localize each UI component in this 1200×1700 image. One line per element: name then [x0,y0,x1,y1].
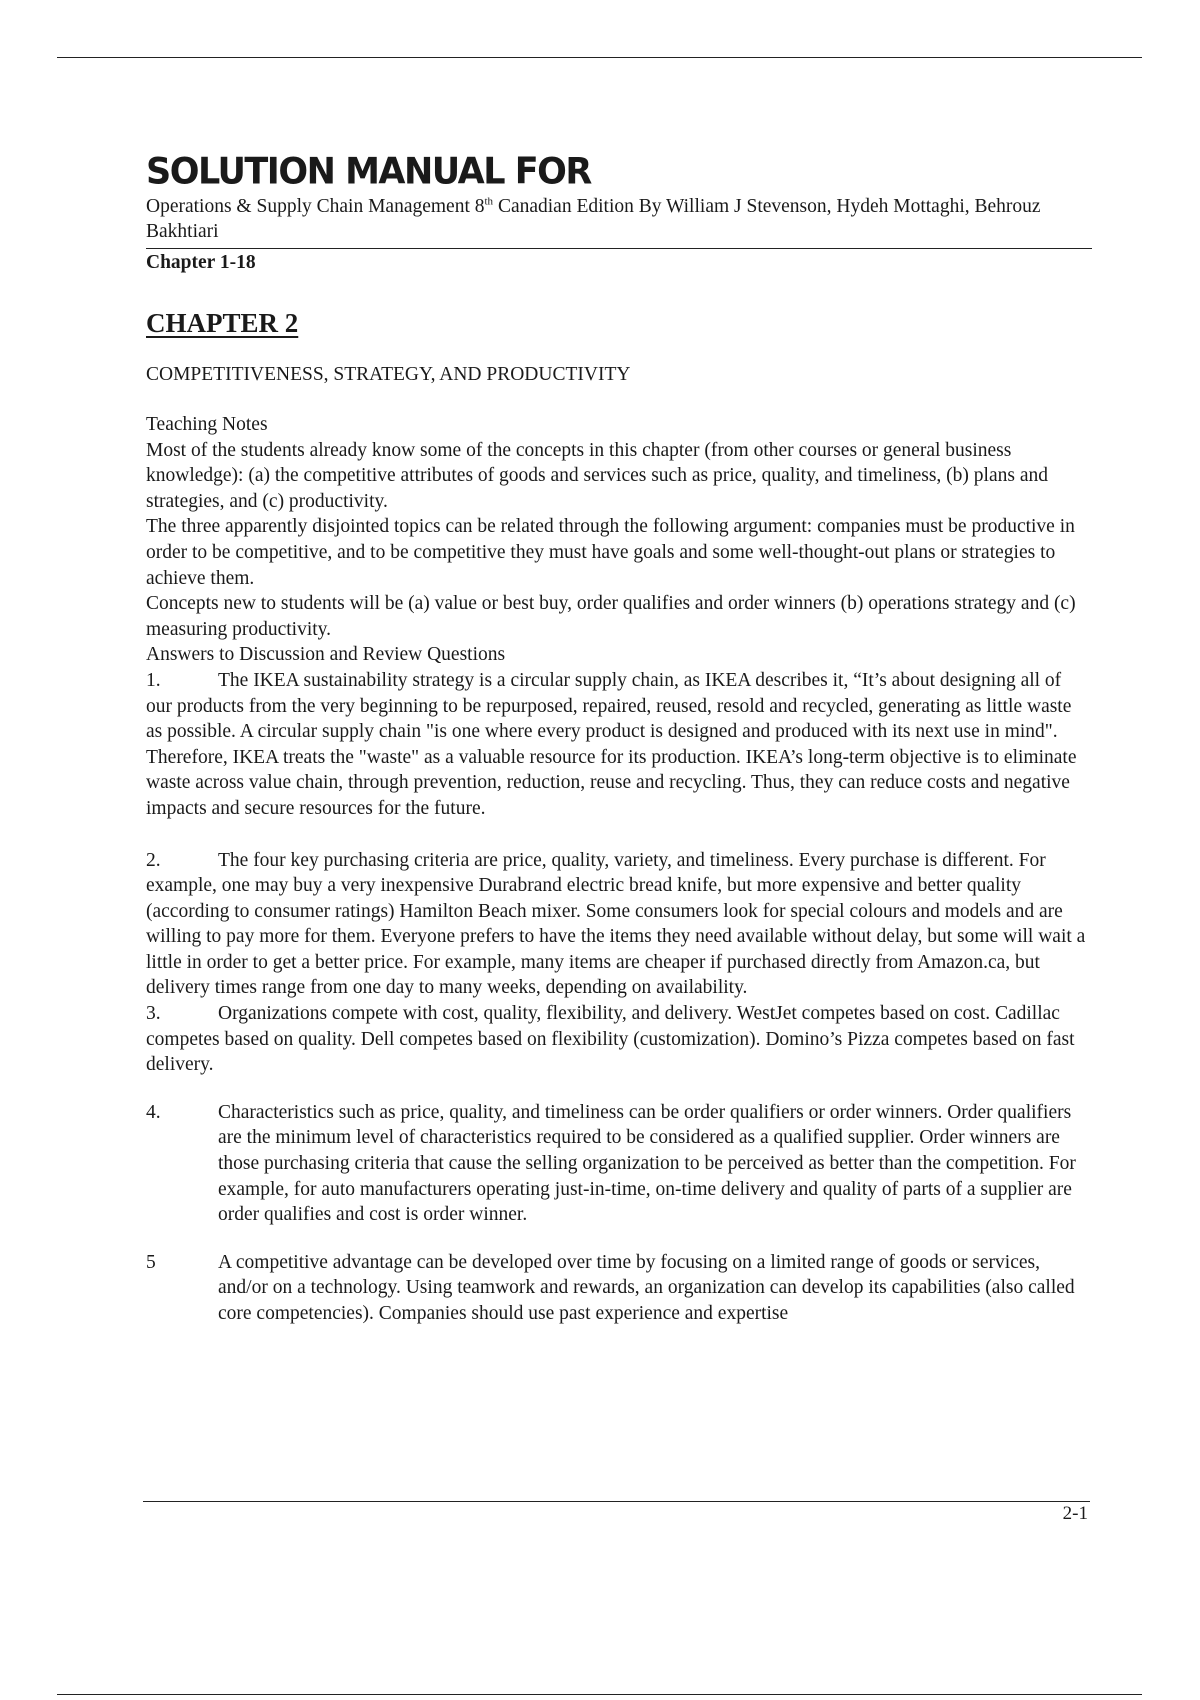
answer-text: The IKEA sustainability strategy is a circular supply chain, as IKEA describes it, “It’s about designing all of our products from the very beginning to be repurposed, repaired, reused, resold and recycled, generating as little waste as possible. A circular supply chain "is one where every product is designed and produced with its next use in mind". Therefore, IKEA treats the "waste" as a valuable resource for its production. IKEA’s long-term objective is to eliminate waste across value chain, through prevention, reduction, reuse and recycling. Thus, they can reduce costs and negative impacts and secure resources for the future. [146,669,1077,819]
paragraph-spacer [146,1228,1092,1250]
teaching-notes-paragraph: The three apparently disjointed topics can be related through the following argument: companies must be productive in order to be competitive, and to be competitive they must have goals and some well-thought-out plans or strategies to achieve them. [146,516,1075,589]
paragraph-spacer [146,1078,1092,1100]
top-page-rule [57,57,1142,58]
header-divider [146,248,1092,249]
answer-text: The four key purchasing criteria are price, quality, variety, and timeliness. Every purchase is different. For example, one may buy a very inexpensive Durabrand electric bread knife, but more expensive and better quality (according to consumer ratings) Hamilton Beach mixer. Some consumers look for special colours and models and are willing to pay more for them. Everyone prefers to have the items they need available without delay, but some will wait a little in order to get a better price. For example, many items are cheaper if purchased directly from Amazon.ca, but delivery times range from one day to many weeks, depending on availability. [146,849,1086,999]
teaching-notes-paragraph: Concepts new to students will be (a) value or best buy, order qualifies and order winners (b) operations strategy and (c) measuring productivity. [146,593,1076,640]
paragraph-spacer [146,822,1092,848]
answer-number: 2. [146,849,161,871]
answer-item [146,848,1092,1002]
chapter-title: COMPETITIVENESS, STRATEGY, AND PRODUCTIVITY [146,364,631,385]
answer-number: 3. [146,1003,161,1025]
teaching-notes-section [146,412,1092,1327]
answer-item [146,1001,1092,1078]
teaching-notes-paragraph: Most of the students already know some of the concepts in this chapter (from other courses or general business knowledge): (a) the competitive attributes of goods and services such as price, quality, and timeliness, (b) plans and strategies, and (c) productivity. [146,439,1048,512]
edition-superscript: th [484,195,494,208]
footer-rule [143,1501,1090,1502]
questions-label: Answers to Discussion and Review Questions [146,644,506,666]
answer-text: A competitive advantage can be developed over time by focusing on a limited range of goods or services, and/or on a technology. Using teamwork and rewards, an organization can develop its capabilities (also called core competencies). Companies should use past experience and expertise [218,1251,1075,1324]
chapter-range: Chapter 1-18 [146,252,256,273]
book-title [146,194,1092,244]
answer-number: 4. [146,1101,161,1123]
answer-item [146,1100,1092,1228]
document-page [146,150,1092,1327]
chapter-heading: CHAPTER 2 [146,308,299,338]
brand-title: SOLUTION MANUAL FOR [146,151,591,194]
answer-number: 1. [146,669,161,691]
answer-number: 5 [146,1251,156,1273]
page-number: 2-1 [1062,1503,1088,1524]
answer-item [146,1250,1092,1327]
teaching-notes-label: Teaching Notes [146,414,268,435]
bottom-page-rule [57,1694,1142,1695]
answer-text: Characteristics such as price, quality, and timeliness can be order qualifiers or order winners. Order qualifiers are the minimum level of characteristics required to be considered as a qualified supplier. Order winners are those purchasing criteria that cause the selling organization to be perceived as better than the competition. For example, for auto manufacturers operating just-in-time, on-time delivery and quality of parts of a supplier are order qualifies and cost is order winner. [218,1101,1076,1226]
book-title-part1: Operations & Supply Chain Management 8 [146,196,485,217]
answer-item [146,668,1092,822]
answer-text: Organizations compete with cost, quality, flexibility, and delivery. WestJet competes based on cost. Cadillac competes based on quality. Dell competes based on flexibility (customization). Domino’s Pizza competes based on fast delivery. [146,1003,1075,1076]
book-title-part2: Canadian Edition By William J Stevenson, Hydeh Mottaghi, Behrouz Bakhtiari [146,196,1041,242]
